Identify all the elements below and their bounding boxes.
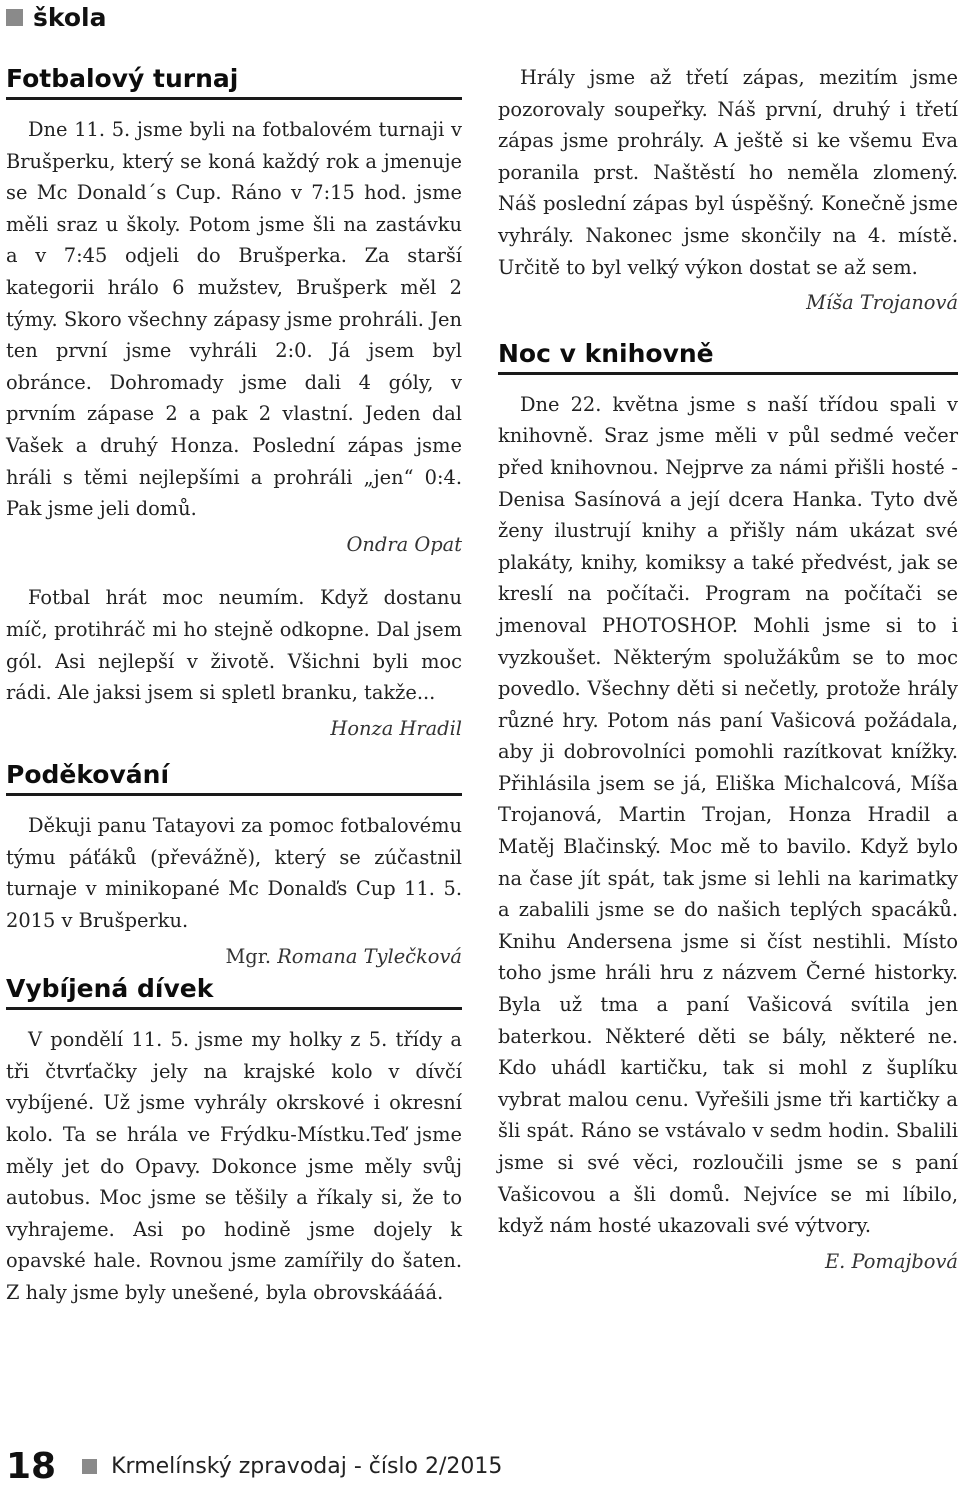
footer-square-icon bbox=[82, 1459, 97, 1474]
article-title: Poděkování bbox=[6, 758, 462, 796]
article-paragraph: Dne 22. května jsme s naší třídou spali v knihovně. Sraz jsme měli v půl sedmé večer před knihovnou. Nejprve za námi přišli hosté - Denisa Sasínová a její dcera Hanka. Tyto dvě ženy ilustrují knihy a přišly nám ukázat své plakáty, knihy, komiksy a také předvést, jak se kreslí na počítači. Program na počítači se jmenoval PHOTOSHOP. Mohli jsme si to i vyzkoušet. Některým spolužákům se to moc povedlo. Všechny děti si nečetly, protože hrály různé hry. Potom nás paní Vašicová požádala, aby ji dobrovolníci pomohli razítkovat knížky. Přihlásila jsem se já, Eliška Michalcová, Míša Trojanová, Martin Trojan, Honza Hradil a Matěj Blačinský. Moc mě to bavilo. Když bylo na čase jít spát, tak jsme si lehli na karimatky a zabalili jsme se do našich teplých spacáků. Knihu Andersena jsme si číst nestihli. Místo toho jsme hráli hru z názvem Černé historky. Byla už tma a paní Vašicová svítila jen baterkou. Některé děti se bály, některé ne. Kdo uhádl kartičku, tak si mohl z šuplíku vybrat malou cenu. Vyřešili jsme tři kartičky a šli spát. Ráno se vstávalo v sedm hodin. Sbalili jsme si své věci, rozloučili jsme se s paní Vašicovou a šli domů. Nejvíce se mi líbilo, když nám hosté ukazovali své výtvory. bbox=[498, 392, 958, 1238]
article-paragraph: V pondělí 11. 5. jsme my holky z 5. třídy a tři čtvrťačky jely na krajské kolo v dívčí vybíjené. Už jsme vyhrály okrskové i okresní kolo. Ta se hrála ve Frýdku-Místku.Teď jsme měly jet do Opavy. Dokonce jsme měly svůj autobus. Moc jsme se těšily a říkaly si, že to vyhrajeme. Asi po hodině jsme dojely k opavské hale. Rovnou jsme zamířily do šaten. Z haly jsme byly unešené, byla obrovskáááá. bbox=[6, 1028, 462, 1304]
article-title: Noc v knihovně bbox=[498, 337, 958, 375]
article-author: E. Pomajbová bbox=[825, 1249, 958, 1273]
article-title: Fotbalový turnaj bbox=[6, 62, 462, 100]
section-header bbox=[6, 0, 106, 34]
publication-name: Krmelínský zpravodaj - číslo 2/2015 bbox=[111, 1453, 503, 1479]
article-paragraph: Hrály jsme až třetí zápas, mezitím jsme pozorovaly soupeřky. Náš první, druhý i třetí zápas jsme prohrály. A ještě si ke všemu Eva poranila prst. Naštěstí ho neměla zlomený. Náš poslední zápas byl úspěšný. Konečně jsme vyhrály. Nakonec jsme skončily na 4. místě. Určitě to byl velký výkon dostat se až sem. bbox=[498, 66, 958, 279]
article-title: Vybíjená dívek bbox=[6, 972, 462, 1010]
page-footer bbox=[6, 1442, 502, 1490]
article-podekovani bbox=[6, 758, 462, 972]
article-noc-v-knihovne bbox=[498, 337, 958, 1278]
article-author: Míša Trojanová bbox=[806, 291, 958, 315]
article-paragraph: Dne 11. 5. jsme byli na fotbalovém turnaji v Brušperku, který se koná každý rok a jmenuje se Mc Donald´s Cup. Ráno v 7:15 hod. jsme měli sraz u školy. Potom jsme šli na zastávku a v 7:45 odjeli do Brušperka. Za starší kategorii hrálo 6 mužstev, Brušperk měl 2 týmy. Skoro všechny zápasy jsme prohráli. Jen ten první jsme vyhráli 2:0. Já jsem byl obránce. Dohromady jsme dali 4 góly, v prvním zápase 2 a pak 2 vlastní. Jeden dal Vašek a druhý Honza. Poslední zápas jsme hráli s těmi nejlepšími a prohráli „jen“ 0:4. Pak jsme jeli domů. bbox=[6, 118, 462, 521]
article-author: Honza Hradil bbox=[330, 716, 462, 740]
section-square-icon bbox=[6, 9, 23, 26]
article-paragraph: Děkuji panu Tatayovi za pomoc fotbalovému týmu páťáků (převážně), který se zúčastnil turnaje v minikopané Mc Donalďs Cup 11. 5. 2015 v Brušperku. bbox=[6, 814, 462, 933]
article-fotbalovy-turnaj bbox=[6, 62, 462, 744]
article-author: Ondra Opat bbox=[346, 532, 462, 556]
article-vybijena-continuation bbox=[498, 62, 958, 319]
article-vybijena-divek bbox=[6, 972, 462, 1308]
author-name: Romana Tylečková bbox=[277, 944, 462, 968]
right-column bbox=[498, 62, 958, 1277]
page-number: 18 bbox=[6, 1445, 57, 1487]
article-author bbox=[6, 941, 462, 973]
author-title: Mgr. bbox=[225, 944, 272, 968]
article-paragraph: Fotbal hrát moc neumím. Když dostanu míč, protihráč mi ho stejně odkopne. Dal jsem gól. Asi nejlepší v životě. Všichni byli moc rádi. Ale jaksi jsem si spletl branku, takže... bbox=[6, 586, 462, 705]
section-name: škola bbox=[33, 2, 107, 32]
left-column bbox=[6, 62, 462, 1309]
